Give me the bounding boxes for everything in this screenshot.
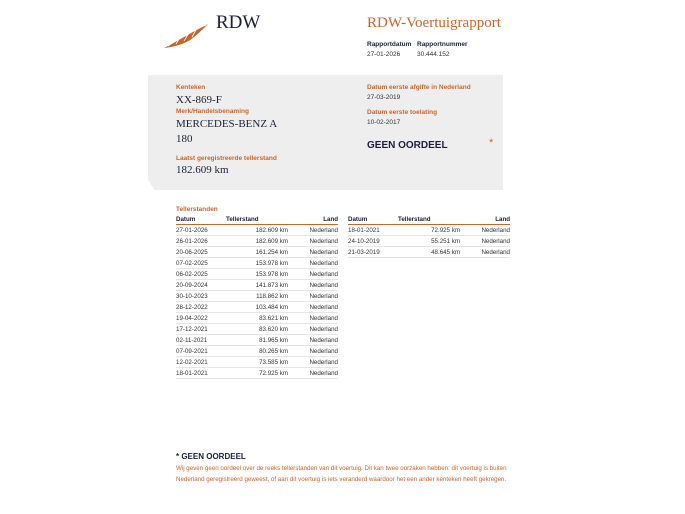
readings-table-right — [348, 215, 510, 258]
cell-country: Nederland — [288, 247, 338, 258]
cell-km: 72.925 km — [398, 225, 460, 236]
table-row — [176, 236, 338, 247]
cell-km: 182.609 km — [226, 225, 288, 236]
cell-date: 26-01-2026 — [176, 236, 226, 247]
cell-country: Nederland — [288, 302, 338, 313]
cell-country: Nederland — [288, 324, 338, 335]
cell-km: 83.621 km — [226, 313, 288, 324]
cell-date: 20-06-2025 — [176, 247, 226, 258]
plate-label: Kenteken — [176, 84, 206, 91]
table-row — [176, 247, 338, 258]
cell-date: 24-10-2019 — [348, 236, 398, 247]
table-header-row — [348, 215, 510, 225]
table-row — [176, 225, 338, 236]
table-row — [176, 291, 338, 302]
cell-date: 07-09-2021 — [176, 346, 226, 357]
table-row — [176, 258, 338, 269]
cell-km: 153.978 km — [226, 258, 288, 269]
cell-country: Nederland — [288, 335, 338, 346]
header-date: Datum — [176, 215, 226, 225]
cell-km: 80.265 km — [226, 346, 288, 357]
table-row — [176, 302, 338, 313]
first-admission-value: 10-02-2017 — [367, 119, 401, 126]
table-row — [176, 280, 338, 291]
cell-km: 153.978 km — [226, 269, 288, 280]
header-km: Tellerstand — [398, 215, 460, 225]
odometer-value: 182.609 km — [176, 164, 229, 176]
cell-country: Nederland — [288, 291, 338, 302]
cell-date: 06-02-2025 — [176, 269, 226, 280]
cell-country: Nederland — [288, 313, 338, 324]
rdw-logo-icon — [162, 22, 210, 50]
header-km: Tellerstand — [226, 215, 288, 225]
report-number-label: Rapportnummer — [417, 41, 468, 48]
cell-date: 20-09-2024 — [176, 280, 226, 291]
footnote-title: * GEEN OORDEEL — [176, 452, 246, 461]
make-value-line2: 180 — [176, 133, 193, 145]
table-row — [176, 269, 338, 280]
cell-km: 83.620 km — [226, 324, 288, 335]
plate-value: XX-869-F — [176, 94, 222, 106]
table-row — [348, 247, 510, 258]
cell-date: 30-10-2023 — [176, 291, 226, 302]
table-row — [176, 324, 338, 335]
readings-title: Tellerstanden — [176, 206, 218, 213]
cell-km: 55.251 km — [398, 236, 460, 247]
table-row — [176, 368, 338, 379]
readings-table-left — [176, 215, 338, 379]
first-admission-label: Datum eerste toelating — [367, 109, 438, 116]
table-row — [176, 346, 338, 357]
make-value-line1: MERCEDES-BENZ A — [176, 118, 278, 130]
cell-date: 02-11-2021 — [176, 335, 226, 346]
table-row — [348, 225, 510, 236]
verdict-text: GEEN OORDEEL — [367, 140, 448, 151]
first-nl-value: 27-03-2019 — [367, 94, 401, 101]
cell-date: 19-04-2022 — [176, 313, 226, 324]
cell-km: 103.484 km — [226, 302, 288, 313]
first-nl-label: Datum eerste afgifte in Nederland — [367, 84, 471, 91]
cell-date: 27-01-2026 — [176, 225, 226, 236]
header-date: Datum — [348, 215, 398, 225]
cell-date: 21-03-2019 — [348, 247, 398, 258]
table-row — [176, 313, 338, 324]
cell-km: 73.585 km — [226, 357, 288, 368]
report-date-value: 27-01-2026 — [367, 51, 401, 58]
cell-country: Nederland — [288, 357, 338, 368]
header-country: Land — [460, 215, 510, 225]
cell-km: 141.873 km — [226, 280, 288, 291]
panel-corner — [148, 180, 156, 192]
cell-km: 161.254 km — [226, 247, 288, 258]
cell-date: 17-12-2021 — [176, 324, 226, 335]
cell-country: Nederland — [460, 236, 510, 247]
table-row — [176, 357, 338, 368]
cell-km: 81.965 km — [226, 335, 288, 346]
table-header-row — [176, 215, 338, 225]
cell-country: Nederland — [288, 346, 338, 357]
cell-country: Nederland — [288, 280, 338, 291]
table-row — [176, 335, 338, 346]
cell-date: 18-01-2021 — [348, 225, 398, 236]
table-row — [348, 236, 510, 247]
cell-country: Nederland — [288, 258, 338, 269]
cell-country: Nederland — [460, 225, 510, 236]
cell-country: Nederland — [288, 236, 338, 247]
cell-country: Nederland — [460, 247, 510, 258]
cell-date: 07-02-2025 — [176, 258, 226, 269]
cell-km: 118.862 km — [226, 291, 288, 302]
cell-country: Nederland — [288, 225, 338, 236]
cell-country: Nederland — [288, 368, 338, 379]
cell-km: 48.645 km — [398, 247, 460, 258]
header-country: Land — [288, 215, 338, 225]
cell-country: Nederland — [288, 269, 338, 280]
footnote-text: Wij geven geen oordeel over de reeks tellerstanden van dit voertuig. Dit kan twee oorzaken hebben: dit voertuig is buiten Nederland geregistreerd geweest, of aan dit voertuig is iets veranderd waardoor het een ander kenteken heeft gekregen. — [176, 465, 507, 483]
cell-km: 182.609 km — [226, 236, 288, 247]
report-number-value: 30.444.152 — [417, 51, 450, 58]
report-title: RDW-Voertuigrapport — [367, 15, 501, 31]
cell-date: 28-12-2022 — [176, 302, 226, 313]
brand-name: RDW — [216, 12, 261, 33]
report-date-label: Rapportdatum — [367, 41, 412, 48]
make-label: Merk/Handelsbenaming — [176, 108, 249, 115]
odometer-label: Laatst geregistreerde tellerstand — [176, 155, 277, 162]
cell-date: 12-02-2021 — [176, 357, 226, 368]
cell-date: 18-01-2021 — [176, 368, 226, 379]
verdict-asterisk: * — [489, 137, 494, 149]
cell-km: 72.925 km — [226, 368, 288, 379]
